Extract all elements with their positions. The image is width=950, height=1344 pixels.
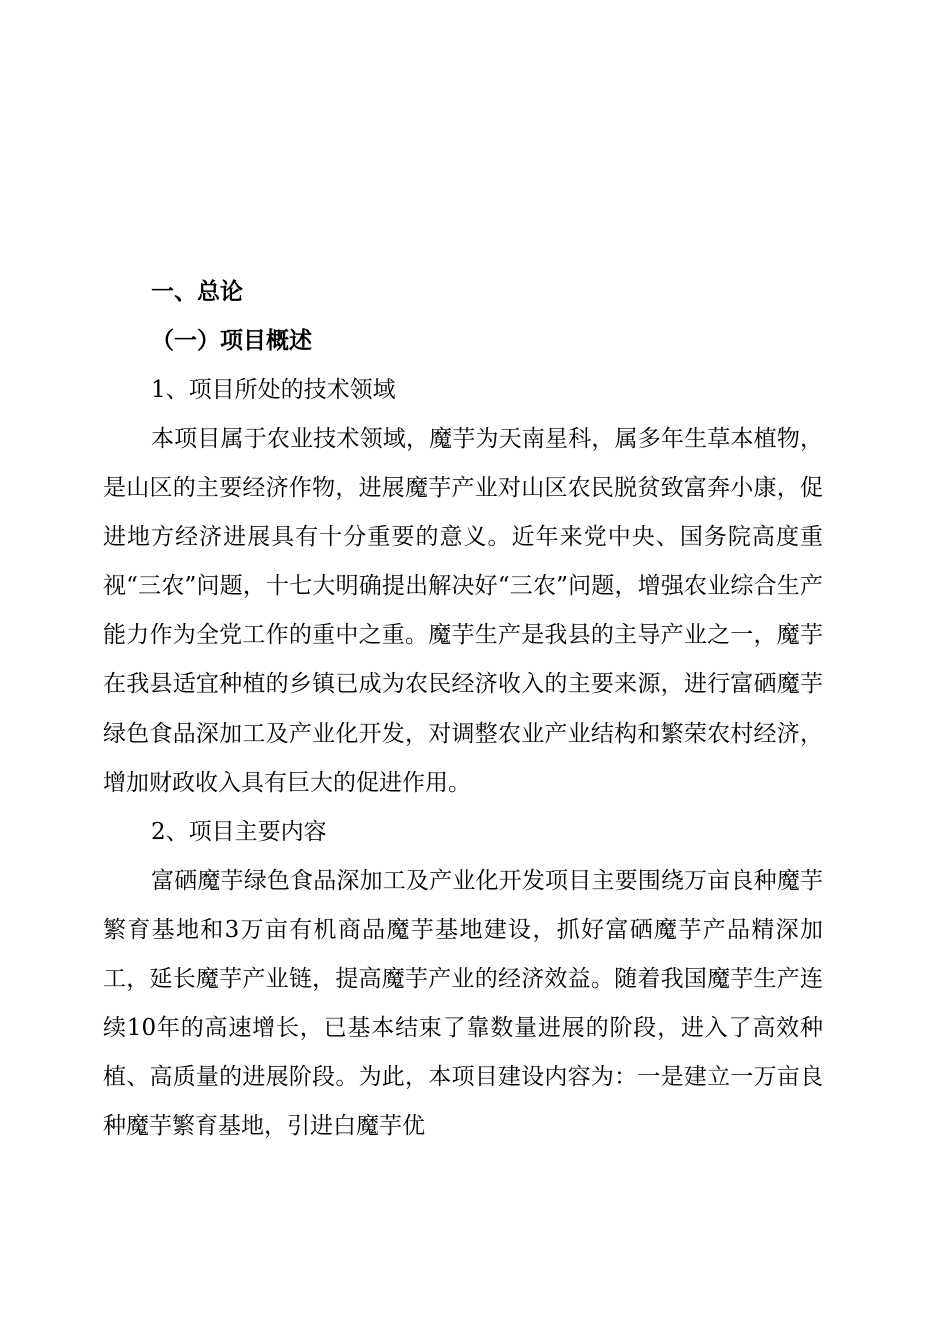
document-body: [103, 268, 823, 1151]
section-heading: （一）项目概述: [151, 328, 312, 354]
paragraph-main-content: 富硒魔芋绿色食品深加工及产业化开发项目主要围绕万亩良种魔芋繁育基地和3万亩有机商品魔芋基地建设，抓好富硒魔芋产品精深加工，延长魔芋产业链，提高魔芋产业的经济效益。随着我国魔芋生产连续10年的高速增长，已基本结束了靠数量进展的阶段，进入了高效种植、高质量的进展阶段。为此，本项目建设内容为：一是建立一万亩良种魔芋繁育基地，引进白魔芋优: [103, 867, 823, 1140]
paragraph-technical-field: 本项目属于农业技术领域，魔芋为天南星科，属多年生草本植物，是山区的主要经济作物，进展魔芋产业对山区农民脱贫致富奔小康，促进地方经济进展具有十分重要的意义。近年来党中央、国务院高度重视“三农”问题，十七大明确提出解决好“三农”问题，增强农业综合生产能力作为全党工作的重中之重。魔芋生产是我县的主导产业之一，魔芋在我县适宜种植的乡镇已成为农民经济收入的主要来源，进行富硒魔芋绿色食品深加工及产业化开发，对调整农业产业结构和繁荣农村经济，增加财政收入具有巨大的促进作用。: [103, 426, 823, 796]
subsection-heading-main-content: 2、项目主要内容: [151, 818, 327, 845]
chapter-heading: 一、总论: [151, 279, 243, 305]
subsection-heading-technical-field: 1、项目所处的技术领域: [151, 377, 396, 403]
